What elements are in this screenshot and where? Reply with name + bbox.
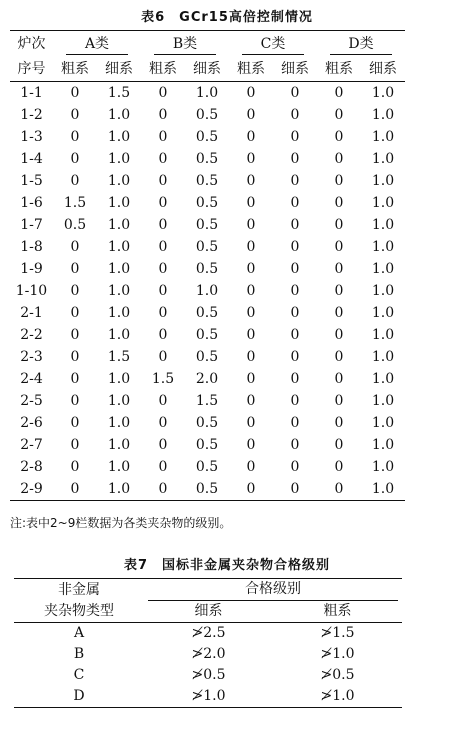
grade-cell: 1.0 bbox=[371, 481, 395, 497]
table-row bbox=[14, 644, 402, 665]
grade-cell: 0 bbox=[70, 239, 80, 255]
grade-cell: 0 bbox=[158, 151, 168, 167]
table-row bbox=[10, 126, 405, 148]
grade-cell: 0 bbox=[158, 195, 168, 211]
grade-cell: 0 bbox=[290, 415, 300, 431]
grade-cell: 1.0 bbox=[107, 195, 131, 211]
grade-cell: 0 bbox=[158, 327, 168, 343]
grade-cell: 1.0 bbox=[371, 151, 395, 167]
grade-cell: 0.5 bbox=[195, 481, 219, 497]
grade-cell: 0 bbox=[70, 327, 80, 343]
grade-cell: 0 bbox=[334, 217, 344, 233]
table-row bbox=[10, 280, 405, 302]
grade-cell: 1.0 bbox=[107, 481, 131, 497]
grade-cell: 0 bbox=[246, 349, 256, 365]
grade-cell: 0 bbox=[290, 327, 300, 343]
heat-number-cell: 2-3 bbox=[20, 349, 43, 365]
inclusion-type-cell: A bbox=[73, 625, 85, 641]
table-row bbox=[10, 214, 405, 236]
grade-cell: 1.0 bbox=[371, 459, 395, 475]
grade-cell: 0.5 bbox=[195, 261, 219, 277]
grade-cell: 0 bbox=[70, 129, 80, 145]
grade-cell: 0 bbox=[334, 173, 344, 189]
table7-header-type-bottom: 夹杂物类型 bbox=[44, 603, 114, 619]
grade-cell: 0 bbox=[246, 173, 256, 189]
grade-cell: 0 bbox=[158, 415, 168, 431]
table6-sub-coarse: 粗系 bbox=[61, 61, 89, 77]
grade-cell: 0 bbox=[70, 107, 80, 123]
grade-cell: 1.5 bbox=[63, 195, 87, 211]
grade-cell: 0 bbox=[334, 129, 344, 145]
grade-cell: 1.5 bbox=[151, 371, 175, 387]
grade-limit-cell: ≯0.5 bbox=[191, 667, 226, 683]
grade-cell: 0 bbox=[334, 459, 344, 475]
grade-cell: 1.0 bbox=[371, 349, 395, 365]
heat-number-cell: 1-4 bbox=[20, 151, 43, 167]
heat-number-cell: 1-7 bbox=[20, 217, 43, 233]
table6-group-a: A类 bbox=[53, 31, 141, 58]
grade-cell: 1.5 bbox=[195, 393, 219, 409]
grade-cell: 0 bbox=[70, 437, 80, 453]
grade-cell: 1.0 bbox=[107, 129, 131, 145]
grade-cell: 0 bbox=[290, 85, 300, 101]
table7-caption: 表7 国标非金属夹杂物合格级别 bbox=[123, 558, 331, 573]
grade-cell: 1.0 bbox=[371, 371, 395, 387]
heat-number-cell: 2-4 bbox=[20, 371, 43, 387]
grade-limit-cell: ≯0.5 bbox=[320, 667, 355, 683]
grade-cell: 0 bbox=[290, 349, 300, 365]
grade-cell: 0 bbox=[334, 415, 344, 431]
grade-cell: 0 bbox=[158, 173, 168, 189]
heat-number-cell: 1-2 bbox=[20, 107, 43, 123]
table7-header-row-2 bbox=[14, 601, 402, 623]
table-row bbox=[10, 434, 405, 456]
table-row bbox=[10, 390, 405, 412]
table6-sub-coarse: 粗系 bbox=[149, 61, 177, 77]
grade-cell: 0 bbox=[334, 261, 344, 277]
grade-cell: 0 bbox=[290, 393, 300, 409]
grade-cell: 0 bbox=[158, 107, 168, 123]
grade-cell: 0 bbox=[290, 195, 300, 211]
grade-limit-cell: ≯1.0 bbox=[191, 688, 226, 704]
table-row bbox=[14, 623, 402, 645]
grade-cell: 0.5 bbox=[195, 173, 219, 189]
grade-cell: 1.0 bbox=[107, 283, 131, 299]
inclusion-type-cell: D bbox=[73, 688, 85, 704]
heat-number-cell: 1-3 bbox=[20, 129, 43, 145]
table-row bbox=[10, 192, 405, 214]
grade-cell: 0.5 bbox=[195, 305, 219, 321]
table-row bbox=[14, 665, 402, 686]
grade-cell: 0 bbox=[158, 239, 168, 255]
heat-number-cell: 1-5 bbox=[20, 173, 43, 189]
grade-cell: 1.0 bbox=[107, 261, 131, 277]
grade-cell: 0.5 bbox=[195, 195, 219, 211]
heat-number-cell: 1-10 bbox=[15, 283, 48, 299]
grade-cell: 1.0 bbox=[371, 85, 395, 101]
grade-cell: 0 bbox=[334, 283, 344, 299]
grade-cell: 0 bbox=[70, 371, 80, 387]
grade-cell: 0 bbox=[334, 195, 344, 211]
grade-limit-cell: ≯1.0 bbox=[320, 688, 355, 704]
table6-sub-coarse: 粗系 bbox=[325, 61, 353, 77]
grade-cell: 0 bbox=[246, 327, 256, 343]
grade-cell: 0 bbox=[158, 283, 168, 299]
grade-cell: 1.0 bbox=[107, 217, 131, 233]
grade-cell: 0.5 bbox=[195, 151, 219, 167]
table6-sub-fine: 细系 bbox=[105, 61, 133, 77]
grade-cell: 0 bbox=[158, 481, 168, 497]
grade-cell: 0 bbox=[246, 481, 256, 497]
grade-cell: 1.0 bbox=[371, 437, 395, 453]
grade-cell: 1.5 bbox=[107, 85, 131, 101]
grade-cell: 0 bbox=[70, 305, 80, 321]
grade-cell: 0 bbox=[334, 305, 344, 321]
grade-cell: 1.0 bbox=[371, 327, 395, 343]
heat-number-cell: 2-2 bbox=[20, 327, 43, 343]
table6-note: 注:表中2~9栏数据为各类夹杂物的级别。 bbox=[10, 516, 232, 530]
grade-cell: 0 bbox=[290, 107, 300, 123]
table6-group-d: D类 bbox=[317, 31, 405, 58]
grade-cell: 0 bbox=[246, 305, 256, 321]
grade-cell: 0 bbox=[334, 327, 344, 343]
grade-limit-cell: ≯1.0 bbox=[320, 646, 355, 662]
heat-number-cell: 2-9 bbox=[20, 481, 43, 497]
grade-cell: 0 bbox=[246, 371, 256, 387]
table7-qualified-grades bbox=[14, 578, 402, 708]
grade-cell: 0 bbox=[290, 437, 300, 453]
grade-cell: 0 bbox=[334, 107, 344, 123]
grade-limit-cell: ≯1.5 bbox=[320, 625, 355, 641]
grade-cell: 0 bbox=[334, 239, 344, 255]
heat-number-cell: 2-6 bbox=[20, 415, 43, 431]
grade-cell: 0 bbox=[290, 283, 300, 299]
table7-header-fine: 细系 bbox=[194, 603, 223, 619]
table-row bbox=[10, 478, 405, 501]
grade-cell: 0 bbox=[246, 459, 256, 475]
grade-cell: 1.0 bbox=[371, 415, 395, 431]
grade-cell: 0 bbox=[290, 481, 300, 497]
grade-cell: 0 bbox=[246, 151, 256, 167]
inclusion-type-cell: C bbox=[73, 667, 85, 683]
grade-cell: 0 bbox=[334, 437, 344, 453]
table6-sub-fine: 细系 bbox=[369, 61, 397, 77]
grade-cell: 0.5 bbox=[195, 327, 219, 343]
table-row bbox=[10, 412, 405, 434]
grade-cell: 0 bbox=[70, 261, 80, 277]
table-row bbox=[10, 456, 405, 478]
grade-cell: 1.0 bbox=[371, 195, 395, 211]
grade-cell: 0 bbox=[290, 129, 300, 145]
table7-header-type-top: 非金属 bbox=[58, 581, 100, 598]
grade-cell: 0.5 bbox=[195, 459, 219, 475]
table-row bbox=[10, 170, 405, 192]
table-row bbox=[10, 346, 405, 368]
grade-cell: 0 bbox=[334, 85, 344, 101]
grade-cell: 1.0 bbox=[371, 107, 395, 123]
grade-cell: 1.0 bbox=[371, 173, 395, 189]
table7-header-coarse: 粗系 bbox=[323, 603, 352, 619]
grade-cell: 0 bbox=[290, 173, 300, 189]
grade-cell: 0 bbox=[158, 217, 168, 233]
grade-cell: 0 bbox=[158, 459, 168, 475]
table6-header-row-2 bbox=[10, 57, 405, 82]
grade-cell: 0 bbox=[158, 393, 168, 409]
grade-cell: 0 bbox=[158, 85, 168, 101]
grade-cell: 0 bbox=[70, 283, 80, 299]
grade-cell: 0 bbox=[290, 305, 300, 321]
table6-sub-fine: 细系 bbox=[193, 61, 221, 77]
table6-sub-fine: 细系 bbox=[281, 61, 309, 77]
table6-group-b: B类 bbox=[141, 31, 229, 58]
grade-cell: 1.0 bbox=[195, 283, 219, 299]
grade-cell: 1.0 bbox=[107, 327, 131, 343]
grade-cell: 0 bbox=[70, 393, 80, 409]
grade-cell: 0 bbox=[246, 393, 256, 409]
table6-caption: 表6 GCr15高倍控制情况 bbox=[141, 10, 313, 25]
grade-cell: 0 bbox=[290, 217, 300, 233]
grade-cell: 1.0 bbox=[107, 107, 131, 123]
grade-cell: 0 bbox=[70, 173, 80, 189]
table-row bbox=[10, 258, 405, 280]
grade-cell: 1.0 bbox=[107, 173, 131, 189]
grade-cell: 0 bbox=[290, 151, 300, 167]
grade-cell: 0 bbox=[246, 239, 256, 255]
heat-number-cell: 2-8 bbox=[20, 459, 43, 475]
grade-cell: 0 bbox=[246, 217, 256, 233]
grade-cell: 0 bbox=[158, 129, 168, 145]
grade-cell: 1.0 bbox=[195, 85, 219, 101]
grade-cell: 0 bbox=[290, 261, 300, 277]
table-row bbox=[10, 368, 405, 390]
grade-cell: 0 bbox=[246, 107, 256, 123]
grade-cell: 0 bbox=[334, 349, 344, 365]
table-row bbox=[10, 236, 405, 258]
grade-cell: 0 bbox=[70, 415, 80, 431]
grade-cell: 0 bbox=[246, 129, 256, 145]
heat-number-cell: 2-1 bbox=[20, 305, 43, 321]
grade-cell: 0 bbox=[158, 305, 168, 321]
grade-cell: 0 bbox=[246, 195, 256, 211]
grade-cell: 0 bbox=[334, 151, 344, 167]
grade-cell: 0 bbox=[70, 481, 80, 497]
table7-header-row-1 bbox=[14, 579, 402, 602]
grade-cell: 0 bbox=[246, 85, 256, 101]
grade-cell: 0 bbox=[334, 393, 344, 409]
grade-cell: 1.0 bbox=[107, 239, 131, 255]
grade-cell: 0 bbox=[70, 85, 80, 101]
grade-cell: 1.0 bbox=[371, 239, 395, 255]
grade-cell: 0 bbox=[246, 415, 256, 431]
grade-cell: 0.5 bbox=[195, 415, 219, 431]
table7-header-group: 合格级别 bbox=[144, 579, 402, 602]
grade-cell: 0 bbox=[290, 459, 300, 475]
grade-cell: 0 bbox=[158, 437, 168, 453]
table6-header-seq: 序号 bbox=[17, 61, 46, 77]
grade-cell: 0.5 bbox=[195, 107, 219, 123]
table-row bbox=[10, 104, 405, 126]
table6-sub-coarse: 粗系 bbox=[237, 61, 265, 77]
grade-cell: 0.5 bbox=[195, 129, 219, 145]
grade-cell: 1.0 bbox=[371, 393, 395, 409]
inclusion-type-cell: B bbox=[73, 646, 85, 662]
heat-number-cell: 1-8 bbox=[20, 239, 43, 255]
heat-number-cell: 1-1 bbox=[20, 85, 43, 101]
heat-number-cell: 1-9 bbox=[20, 261, 43, 277]
grade-cell: 1.0 bbox=[371, 129, 395, 145]
table6-inclusion-control bbox=[10, 30, 405, 501]
grade-limit-cell: ≯2.0 bbox=[191, 646, 226, 662]
grade-cell: 0 bbox=[70, 349, 80, 365]
grade-cell: 1.0 bbox=[107, 437, 131, 453]
grade-cell: 2.0 bbox=[195, 371, 219, 387]
grade-cell: 1.0 bbox=[371, 261, 395, 277]
table-row bbox=[10, 82, 405, 105]
grade-cell: 0 bbox=[246, 283, 256, 299]
grade-cell: 0.5 bbox=[195, 217, 219, 233]
grade-cell: 0.5 bbox=[195, 437, 219, 453]
grade-cell: 0 bbox=[334, 481, 344, 497]
grade-cell: 1.0 bbox=[371, 305, 395, 321]
grade-cell: 0 bbox=[70, 151, 80, 167]
heat-number-cell: 2-5 bbox=[20, 393, 43, 409]
grade-cell: 0.5 bbox=[63, 217, 87, 233]
grade-cell: 1.0 bbox=[371, 283, 395, 299]
grade-cell: 1.0 bbox=[107, 393, 131, 409]
table-row bbox=[10, 324, 405, 346]
grade-cell: 0 bbox=[246, 261, 256, 277]
grade-cell: 0 bbox=[158, 261, 168, 277]
grade-cell: 1.0 bbox=[107, 415, 131, 431]
grade-cell: 1.0 bbox=[371, 217, 395, 233]
grade-cell: 0 bbox=[334, 371, 344, 387]
grade-cell: 0 bbox=[158, 349, 168, 365]
grade-cell: 1.0 bbox=[107, 371, 131, 387]
table6-header-row-1 bbox=[10, 31, 405, 58]
grade-cell: 0 bbox=[70, 459, 80, 475]
grade-limit-cell: ≯2.5 bbox=[191, 625, 226, 641]
grade-cell: 0 bbox=[290, 239, 300, 255]
grade-cell: 1.0 bbox=[107, 305, 131, 321]
table-row bbox=[10, 148, 405, 170]
grade-cell: 0.5 bbox=[195, 349, 219, 365]
table-row bbox=[14, 686, 402, 708]
grade-cell: 1.5 bbox=[107, 349, 131, 365]
grade-cell: 0 bbox=[246, 437, 256, 453]
table-row bbox=[10, 302, 405, 324]
table6-group-c: C类 bbox=[229, 31, 317, 58]
grade-cell: 1.0 bbox=[107, 459, 131, 475]
grade-cell: 0 bbox=[290, 371, 300, 387]
heat-number-cell: 2-7 bbox=[20, 437, 43, 453]
table6-header-heat: 炉次 bbox=[17, 36, 46, 52]
grade-cell: 0.5 bbox=[195, 239, 219, 255]
grade-cell: 1.0 bbox=[107, 151, 131, 167]
heat-number-cell: 1-6 bbox=[20, 195, 43, 211]
